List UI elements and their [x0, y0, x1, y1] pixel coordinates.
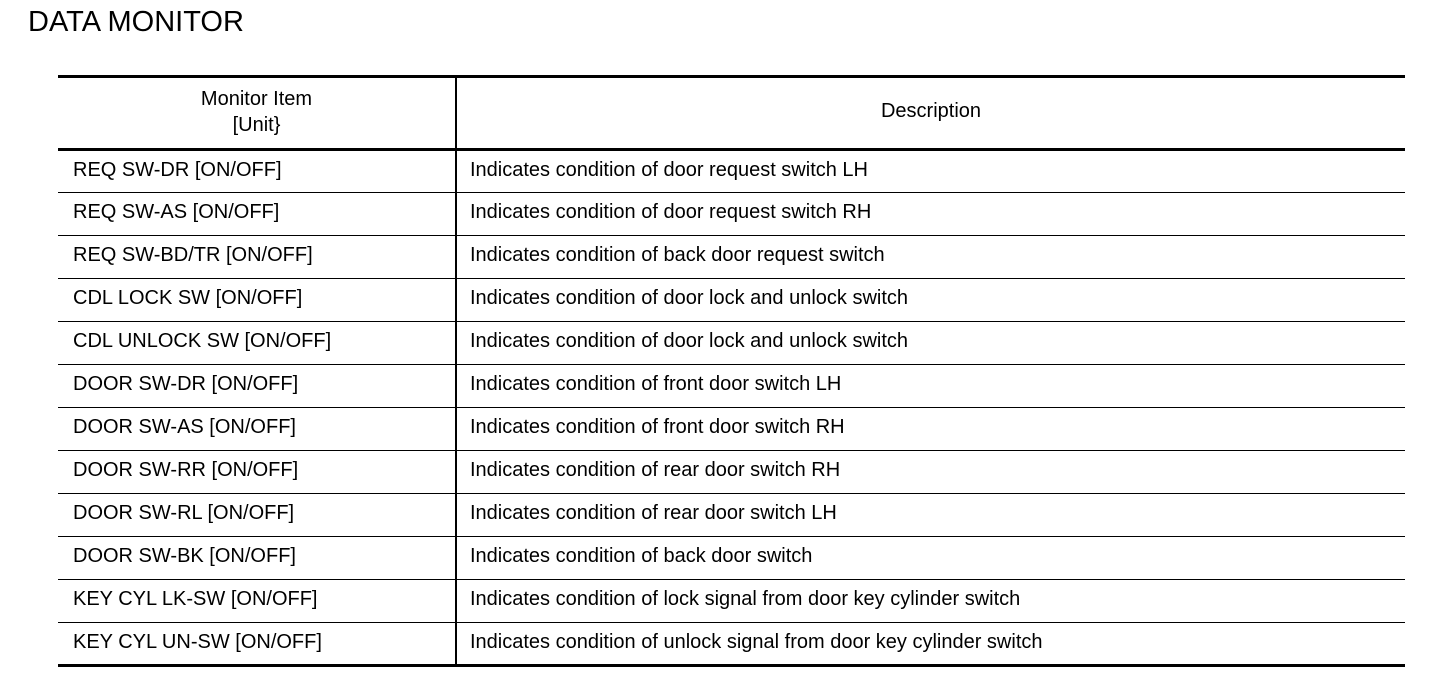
header-unit-label: [Unit}	[232, 114, 281, 136]
description-cell: Indicates condition of back door request switch	[456, 236, 1405, 279]
header-row	[58, 77, 1405, 150]
table-row	[58, 150, 1405, 193]
table-row	[58, 193, 1405, 236]
table-row	[58, 408, 1405, 451]
table-row	[58, 365, 1405, 408]
description-cell: Indicates condition of door request switch LH	[456, 150, 1405, 193]
description-cell: Indicates condition of lock signal from door key cylinder switch	[456, 580, 1405, 623]
description-cell: Indicates condition of front door switch LH	[456, 365, 1405, 408]
description-cell: Indicates condition of front door switch RH	[456, 408, 1405, 451]
monitor-item-cell: DOOR SW-AS [ON/OFF]	[58, 408, 456, 451]
monitor-item-cell: KEY CYL LK-SW [ON/OFF]	[58, 580, 456, 623]
table-row	[58, 494, 1405, 537]
table-row	[58, 322, 1405, 365]
page-title: DATA MONITOR	[28, 6, 244, 38]
monitor-item-cell: REQ SW-DR [ON/OFF]	[58, 150, 456, 193]
monitor-item-cell: DOOR SW-RL [ON/OFF]	[58, 494, 456, 537]
monitor-item-cell: CDL UNLOCK SW [ON/OFF]	[58, 322, 456, 365]
monitor-item-cell: DOOR SW-RR [ON/OFF]	[58, 451, 456, 494]
table-row	[58, 236, 1405, 279]
table-header	[58, 77, 1405, 150]
header-monitor-item	[58, 77, 456, 150]
table-row	[58, 623, 1405, 666]
table-row	[58, 537, 1405, 580]
description-cell: Indicates condition of back door switch	[456, 537, 1405, 580]
description-cell: Indicates condition of rear door switch RH	[456, 451, 1405, 494]
table-row	[58, 279, 1405, 322]
monitor-item-cell: REQ SW-BD/TR [ON/OFF]	[58, 236, 456, 279]
data-monitor-table	[58, 75, 1405, 667]
description-cell: Indicates condition of unlock signal from door key cylinder switch	[456, 623, 1405, 666]
monitor-item-cell: DOOR SW-BK [ON/OFF]	[58, 537, 456, 580]
table-row	[58, 451, 1405, 494]
header-monitor-item-label: Monitor Item	[200, 88, 313, 110]
monitor-item-cell: REQ SW-AS [ON/OFF]	[58, 193, 456, 236]
header-description: Description	[456, 77, 1405, 150]
description-cell: Indicates condition of rear door switch LH	[456, 494, 1405, 537]
table-row	[58, 580, 1405, 623]
table-body	[58, 150, 1405, 666]
monitor-item-cell: CDL LOCK SW [ON/OFF]	[58, 279, 456, 322]
monitor-item-cell: DOOR SW-DR [ON/OFF]	[58, 365, 456, 408]
description-cell: Indicates condition of door lock and unlock switch	[456, 279, 1405, 322]
monitor-item-cell: KEY CYL UN-SW [ON/OFF]	[58, 623, 456, 666]
description-cell: Indicates condition of door lock and unlock switch	[456, 322, 1405, 365]
description-cell: Indicates condition of door request switch RH	[456, 193, 1405, 236]
